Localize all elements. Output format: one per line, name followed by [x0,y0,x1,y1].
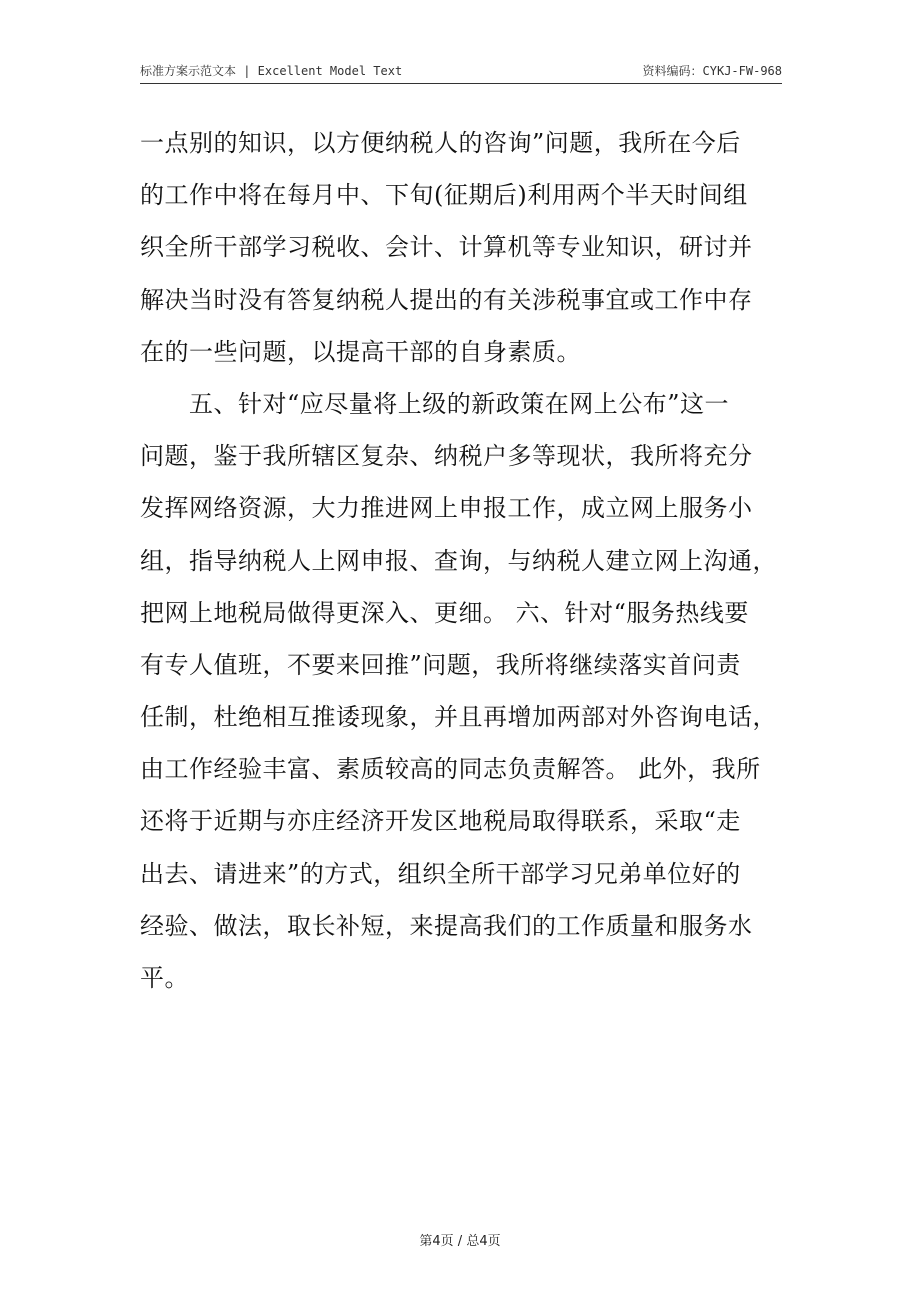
body-line: 由工作经验丰富、素质较高的同志负责解答。 此外，我所 [140,755,761,784]
page-header [140,62,782,82]
body-line: 发挥网络资源，大力推进网上申报工作，成立网上服务小 [140,494,753,523]
body-line: 出去、请进来”的方式，组织全所干部学习兄弟单位好的 [140,859,741,888]
body-line: 把网上地税局做得更深入、更细。 六、针对“服务热线要 [140,598,749,627]
body-line: 织全所干部学习税收、会计、计算机等专业知识，研讨并 [140,233,753,262]
header-divider [140,83,782,84]
header-title: 标准方案示范文本 | Excellent Model Text [140,64,403,78]
body-line: 还将于近期与亦庄经济开发区地税局取得联系，采取“走 [140,807,741,836]
body-line: 经验、做法，取长补短，来提高我们的工作质量和服务水 [140,911,753,940]
body-line: 解决当时没有答复纳税人提出的有关涉税事宜或工作中存 [140,285,753,314]
page-number: 第4页 / 总4页 [419,1234,501,1249]
body-line: 组，指导纳税人上网申报、查询，与纳税人建立网上沟通， [140,546,777,575]
body-line: 在的一些问题，以提高干部的自身素质。 [140,337,581,366]
body-line: 问题，鉴于我所辖区复杂、纳税户多等现状，我所将充分 [140,442,753,471]
body-line: 五、针对“应尽量将上级的新政策在网上公布”这一 [140,389,730,418]
body-line: 平。 [140,964,189,992]
document-body [140,117,782,1004]
document-code: 资料编码：CYKJ-FW-968 [642,64,782,78]
body-line: 一点别的知识，以方便纳税人的咨询”问题，我所在今后 [140,129,741,157]
body-line: 有专人值班，不要来回推”问题，我所将继续落实首问责 [140,650,741,679]
body-line: 的工作中将在每月中、下旬(征期后)利用两个半天时间组 [140,181,748,210]
body-line: 任制，杜绝相互推诿现象，并且再增加两部对外咨询电话， [140,703,777,732]
